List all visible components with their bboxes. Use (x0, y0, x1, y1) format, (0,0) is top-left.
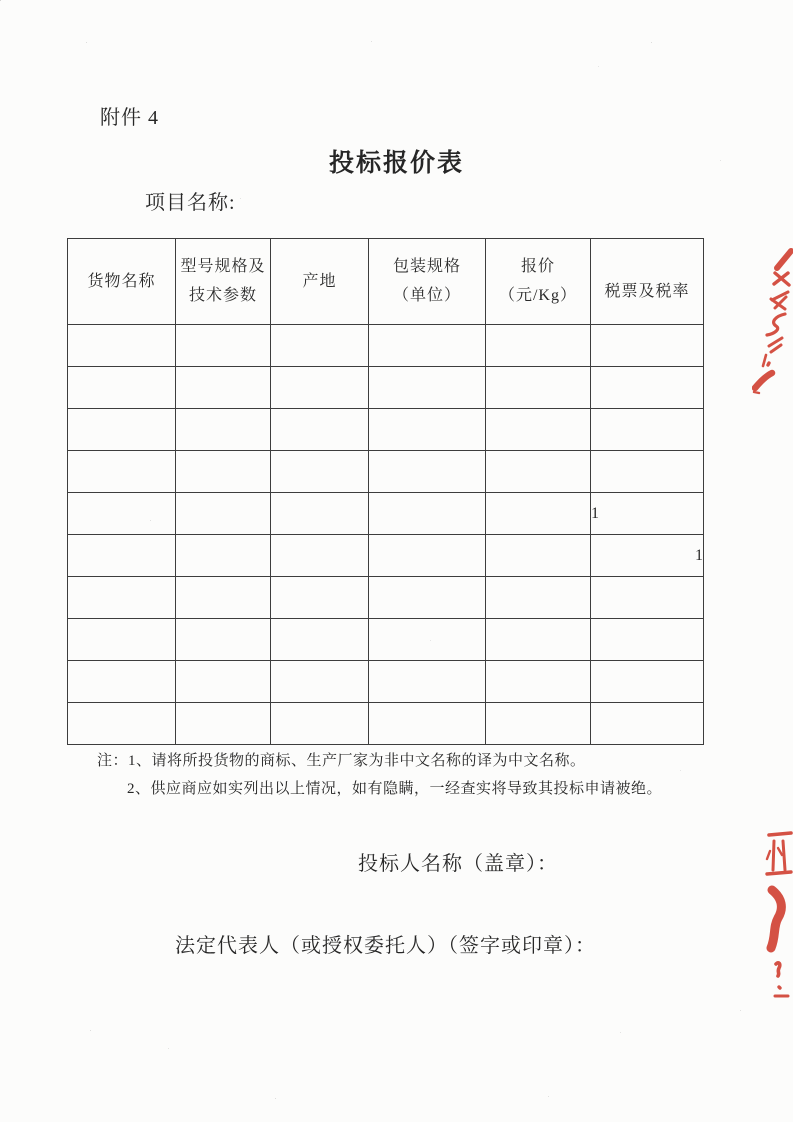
column-header-model-spec (176, 239, 271, 325)
table-cell (486, 325, 591, 367)
table-cell (271, 661, 369, 703)
table-cell (369, 535, 486, 577)
red-stamp-fragment-bottom-icon (760, 824, 793, 1000)
table-cell (271, 367, 369, 409)
table-cell (591, 619, 704, 661)
table-cell (486, 451, 591, 493)
table-row (68, 493, 704, 535)
attachment-label: 附件 4 (100, 107, 159, 129)
note-line-2: 2、供应商应如实列出以上情况，如有隐瞒，一经查实将导致其投标申请被绝。 (127, 781, 663, 797)
table-cell (271, 577, 369, 619)
column-header-origin (271, 239, 369, 325)
table-cell (271, 619, 369, 661)
table-row (68, 409, 704, 451)
note-line-1: 注：1、请将所投货物的商标、生产厂家为非中文名称的译为中文名称。 (97, 753, 586, 769)
header-label: （元/Kg） (498, 287, 577, 304)
table-cell (271, 451, 369, 493)
table-cell (486, 367, 591, 409)
header-label: （单位） (392, 287, 461, 304)
table-cell (271, 325, 369, 367)
table-row (68, 661, 704, 703)
table-row (68, 325, 704, 367)
table-cell (486, 535, 591, 577)
table-cell-stray-mark: 1 (591, 493, 704, 535)
table-cell (68, 451, 176, 493)
table-cell (68, 535, 176, 577)
scan-noise (0, 0, 1, 1)
table-cell (68, 493, 176, 535)
table-cell (271, 535, 369, 577)
table-cell (591, 325, 704, 367)
table-cell (176, 409, 271, 451)
table-cell (591, 367, 704, 409)
table-cell (68, 325, 176, 367)
table-cell (486, 619, 591, 661)
legal-representative-label: 法定代表人（或授权委托人）（签字或印章）： (175, 935, 596, 957)
header-label: 型号规格及 (180, 258, 266, 275)
table-cell (486, 577, 591, 619)
table-cell (176, 661, 271, 703)
column-header-packaging (369, 239, 486, 325)
table-cell (68, 409, 176, 451)
table-cell (486, 493, 591, 535)
table-cell (176, 577, 271, 619)
table-header-row (68, 239, 704, 325)
table-cell (591, 577, 704, 619)
table-cell (369, 619, 486, 661)
table-cell (271, 493, 369, 535)
table-cell (176, 703, 271, 745)
header-label: 货物名称 (87, 272, 156, 290)
table-cell (68, 619, 176, 661)
column-header-tax (591, 239, 704, 325)
table-cell (369, 367, 486, 409)
table-row (68, 577, 704, 619)
table-cell (271, 703, 369, 745)
table-cell (369, 325, 486, 367)
table-row (68, 367, 704, 409)
table-cell (591, 409, 704, 451)
bidder-name-seal-label: 投标人名称（盖章）： (358, 853, 558, 875)
table-cell (68, 577, 176, 619)
table-cell (68, 703, 176, 745)
table-cell (176, 367, 271, 409)
table-cell-stray-mark: 1 (591, 535, 704, 577)
table-cell (591, 661, 704, 703)
header-label: 包装规格 (392, 258, 461, 275)
table-cell (68, 367, 176, 409)
table-cell (369, 703, 486, 745)
table-cell (176, 493, 271, 535)
bid-price-table (67, 238, 704, 745)
red-stamp-fragment-top-icon (752, 242, 793, 397)
project-name-label: 项目名称: (145, 192, 236, 214)
header-label: 技术参数 (188, 287, 257, 304)
table-cell (486, 661, 591, 703)
column-header-goods-name (68, 239, 176, 325)
table-cell (369, 409, 486, 451)
table-row (68, 703, 704, 745)
table-cell (176, 535, 271, 577)
table-cell (176, 451, 271, 493)
table-cell (486, 703, 591, 745)
table-cell (369, 661, 486, 703)
header-label: 产地 (302, 272, 337, 290)
table-cell (591, 451, 704, 493)
table-cell (369, 451, 486, 493)
column-header-price (486, 239, 591, 325)
table-row (68, 619, 704, 661)
table-cell (176, 325, 271, 367)
table-cell (369, 493, 486, 535)
table-cell (486, 409, 591, 451)
table-row (68, 535, 704, 577)
table-row (68, 451, 704, 493)
header-label: 税票及税率 (604, 283, 690, 300)
table-cell (68, 661, 176, 703)
page-title: 投标报价表 (328, 150, 464, 177)
table-cell (176, 619, 271, 661)
table-cell (369, 577, 486, 619)
table-cell (591, 703, 704, 745)
header-label: 报价 (520, 258, 555, 275)
table-cell (271, 409, 369, 451)
